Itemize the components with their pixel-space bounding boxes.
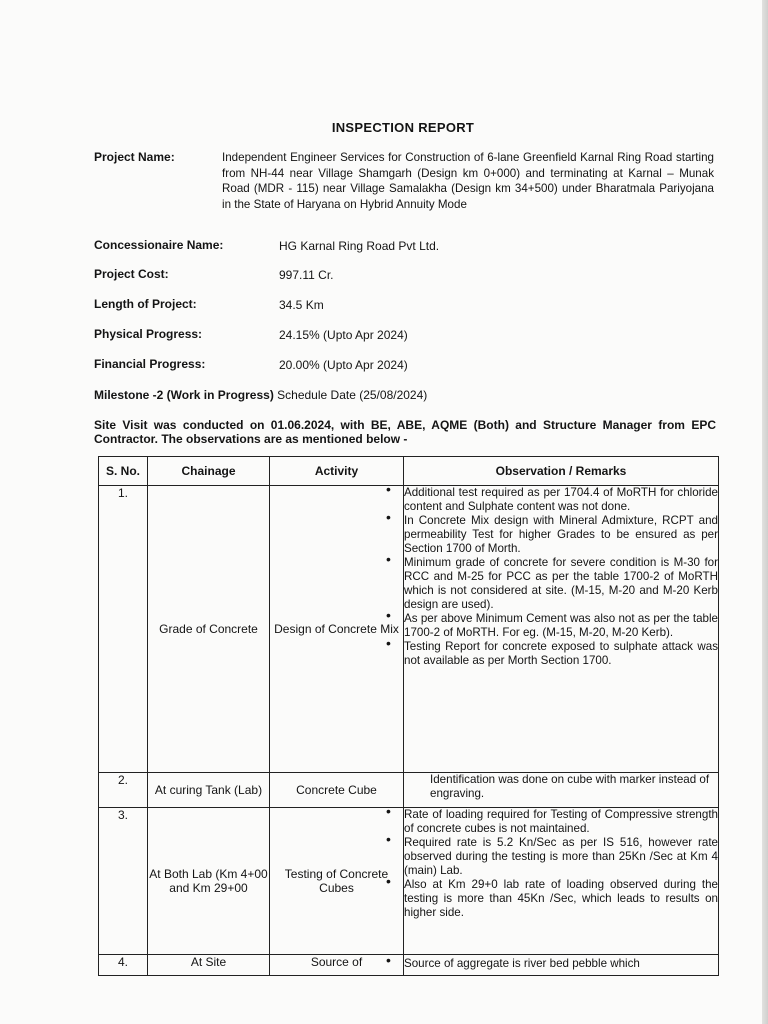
row-sno: 3. (99, 808, 148, 955)
financial-progress-label: Financial Progress: (94, 357, 206, 371)
table-row (99, 486, 719, 773)
report-title: INSPECTION REPORT (331, 120, 475, 135)
physical-progress-value: 24.15% (Upto Apr 2024) (279, 328, 408, 342)
site-visit-statement: Site Visit was conducted on 01.06.2024, with BE, ABE, AQME (Both) and Structure Manager from EPC Contractor. The observations are as mentioned below - (94, 418, 716, 446)
header-observation: Observation / Remarks (404, 457, 719, 486)
row-activity: Design of Concrete Mix (270, 486, 404, 773)
observation-bullet: • Additional test required as per 1704.4 of MoRTH for chloride content and Sulphate content was not done. (404, 486, 718, 514)
header-sno: S. No. (99, 457, 148, 486)
financial-progress-value: 20.00% (Upto Apr 2024) (279, 358, 408, 372)
row-chainage: At Both Lab (Km 4+00 and Km 29+00 (148, 808, 270, 955)
observations-table (98, 456, 719, 976)
observation-bullet: • Source of aggregate is river bed pebble which (404, 957, 718, 971)
page-edge (762, 0, 768, 1024)
observation-bullet: • Testing Report for concrete exposed to sulphate attack was not available as per Morth Section 1700. (404, 640, 718, 668)
project-cost-label: Project Cost: (94, 267, 169, 281)
project-name-label: Project Name: (94, 150, 175, 164)
observation-bullet: • Required rate is 5.2 Kn/Sec as per IS 516, however rate observed during the testing is more than 25Kn /Sec at Km 4 (main) Lab. (404, 836, 718, 878)
milestone-label: Milestone -2 (Work in Progress) (94, 388, 274, 402)
row-observations (404, 808, 719, 955)
row-activity: Source of (270, 955, 404, 976)
project-name-value: Independent Engineer Services for Construction of 6-lane Greenfield Karnal Ring Road starting from NH-44 near Village Shamgarh (Design km 0+000) and terminating at Karnal – Munak Road (MDR - 115) near Village Samalakha (Design km 34+500) under Bharatmala Pariyojana in the State of Haryana on Hybrid Annuity Mode (222, 151, 714, 211)
row-chainage: At Site (148, 955, 270, 976)
header-activity: Activity (270, 457, 404, 486)
project-cost-value: 997.11 Cr. (279, 268, 334, 282)
observation-bullet: • In Concrete Mix design with Mineral Admixture, RCPT and permeability Test for higher Grades to be ensured as per Section 1700 of Morth. (404, 514, 718, 556)
physical-progress-label: Physical Progress: (94, 327, 203, 341)
table-header-row (99, 457, 719, 486)
observation-bullet: • Also at Km 29+0 lab rate of loading observed during the testing is more than 45Kn /Sec, which leads to results on higher side. (404, 878, 718, 920)
row-sno: 4. (99, 955, 148, 976)
milestone (94, 388, 427, 402)
row-sno: 1. (99, 486, 148, 773)
observation-bullet: • Rate of loading required for Testing of Compressive strength of concrete cubes is not maintained. (404, 808, 718, 836)
project-length-value: 34.5 Km (279, 298, 324, 312)
table-row (99, 773, 719, 808)
observation-bullet: • As per above Minimum Cement was also not as per the table 1700-2 of MoRTH. For eg. (M-15, M-20, M-20 Kerb). (404, 612, 718, 640)
concessionaire-label: Concessionaire Name: (94, 238, 224, 252)
header-chainage: Chainage (148, 457, 270, 486)
row-observations (404, 486, 719, 773)
concessionaire-value: HG Karnal Ring Road Pvt Ltd. (279, 239, 440, 253)
row-activity: Concrete Cube (270, 773, 404, 808)
project-length-label: Length of Project: (94, 297, 197, 311)
row-sno: 2. (99, 773, 148, 808)
observation-bullet: • Minimum grade of concrete for severe condition is M-30 for RCC and M-25 for PCC as per the table 1700-2 of MoRTH which is not considered at site. (M-15, M-20 and M-20 Kerb design are used). (404, 556, 718, 612)
row-chainage: At curing Tank (Lab) (148, 773, 270, 808)
row-chainage: Grade of Concrete (148, 486, 270, 773)
table-row (99, 955, 719, 976)
row-activity: Testing of Concrete Cubes (270, 808, 404, 955)
milestone-schedule: Schedule Date (25/08/2024) (277, 388, 428, 402)
table-row (99, 808, 719, 955)
row-observations (404, 955, 719, 976)
observation-text: Identification was done on cube with marker instead of engraving. (430, 773, 710, 800)
row-observations (404, 773, 719, 808)
